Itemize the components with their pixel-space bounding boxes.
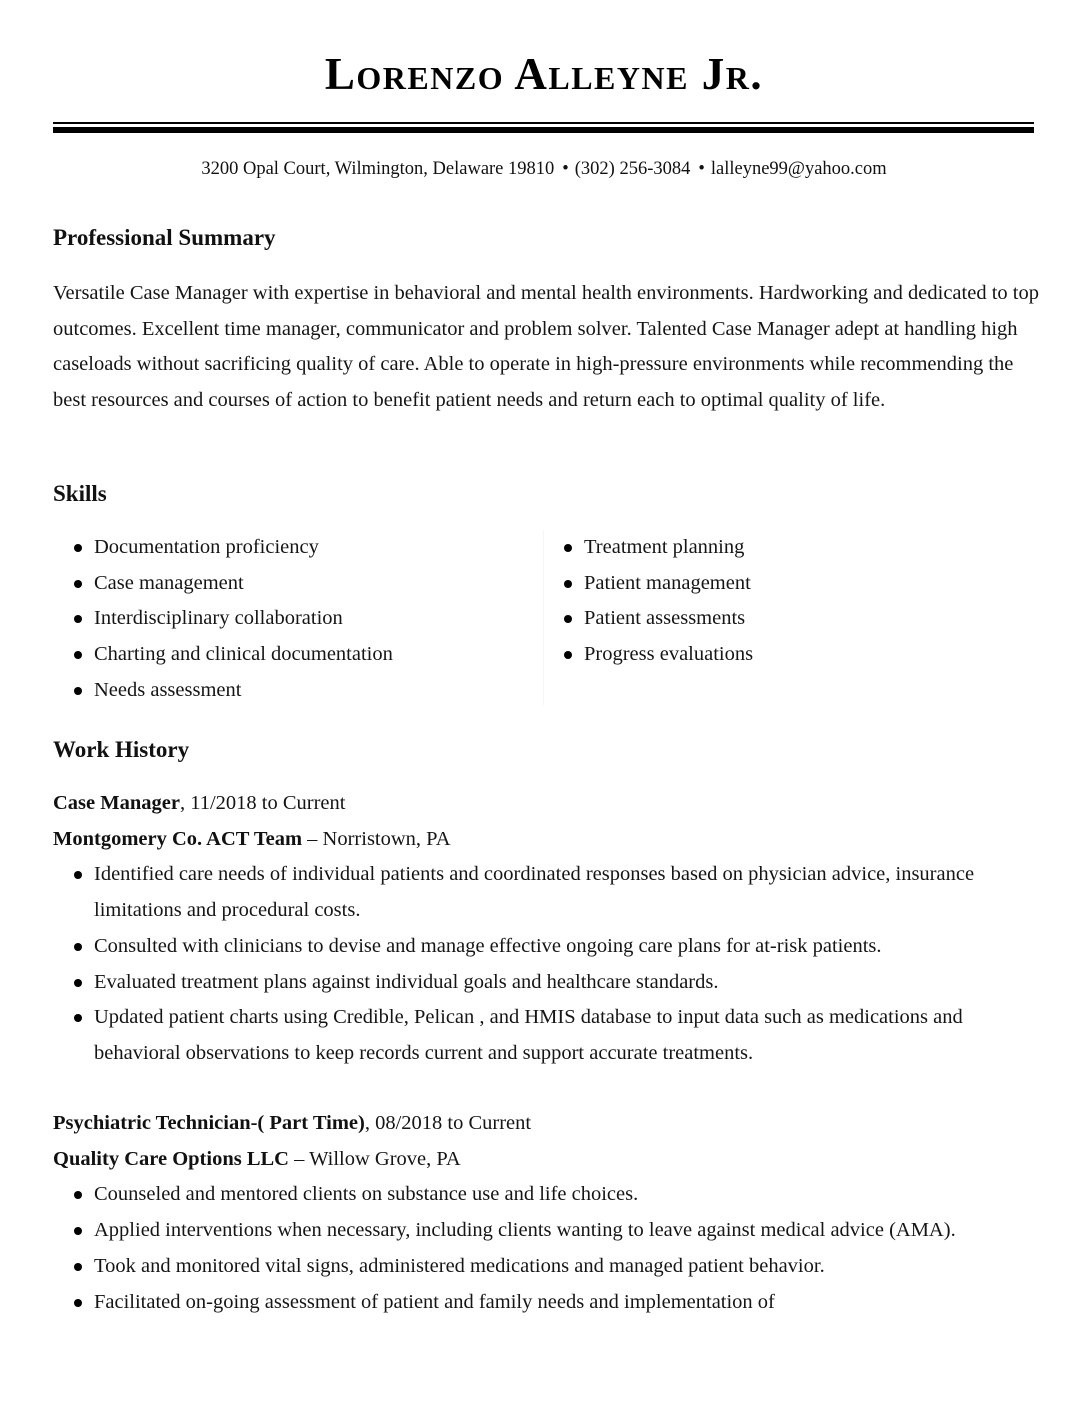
bullet-separator-icon: • xyxy=(698,159,705,179)
bullet-icon xyxy=(564,615,572,623)
bullet-icon xyxy=(74,943,82,951)
job-company: Quality Care Options LLC xyxy=(53,1147,289,1170)
header-divider-thin xyxy=(53,122,1034,124)
job-location: – Norristown, PA xyxy=(302,827,451,850)
skill-item: Patient assessments xyxy=(543,601,1023,637)
skill-item: Progress evaluations xyxy=(543,637,1023,673)
bullet-icon xyxy=(74,871,82,879)
job-title: Psychiatric Technician-( Part Time) xyxy=(53,1112,365,1134)
bullet-icon xyxy=(564,544,572,552)
bullet-icon xyxy=(74,1014,82,1022)
skills-list xyxy=(53,530,1034,710)
job-company-line xyxy=(53,822,1043,858)
bullet-icon xyxy=(564,651,572,659)
job-title-line xyxy=(53,786,1043,822)
candidate-name: Lorenzo Alleyne Jr. xyxy=(324,49,764,99)
skill-item: Case management xyxy=(53,566,541,602)
contact-email[interactable]: lalleyne99@yahoo.com xyxy=(710,159,887,179)
bullet-icon xyxy=(564,580,572,588)
job-title: Case Manager xyxy=(53,792,180,814)
skills-column-right xyxy=(543,530,1023,673)
job-company: Montgomery Co. ACT Team xyxy=(53,827,303,850)
job-bullet: Evaluated treatment plans against individual goals and healthcare standards. xyxy=(53,965,1029,1001)
bullet-separator-icon: • xyxy=(562,159,569,179)
job-bullet: Consulted with clinicians to devise and manage effective ongoing care plans for at-risk patients. xyxy=(53,929,1029,965)
contact-phone: (302) 256-3084 xyxy=(574,159,691,179)
bullet-icon xyxy=(74,1263,82,1271)
job-bullet: Counseled and mentored clients on substance use and life choices. xyxy=(53,1177,1029,1213)
skill-item: Needs assessment xyxy=(53,673,541,709)
job-location: – Willow Grove, PA xyxy=(288,1147,461,1170)
job-bullet: Updated patient charts using Credible, Pelican , and HMIS database to input data such as medications and behavioral observations to keep records current and support accurate treatments. xyxy=(53,1000,1029,1071)
bullet-icon xyxy=(74,651,82,659)
bullet-icon xyxy=(74,1227,82,1235)
contact-line xyxy=(0,157,1088,181)
skills-column-left xyxy=(53,530,541,709)
job-bullet-list xyxy=(53,1177,1043,1320)
job-company-line xyxy=(53,1142,1043,1178)
bullet-icon xyxy=(74,580,82,588)
job-bullet-list xyxy=(53,857,1043,1071)
skill-item: Documentation proficiency xyxy=(53,530,541,566)
section-title-skills: Skills xyxy=(53,481,107,506)
job-bullet: Facilitated on-going assessment of patient and family needs and implementation of xyxy=(53,1285,1029,1321)
job-bullet: Applied interventions when necessary, including clients wanting to leave against medical advice (AMA). xyxy=(53,1213,1029,1249)
skill-item: Patient management xyxy=(543,566,1023,602)
bullet-icon xyxy=(74,1299,82,1307)
job-title-line xyxy=(53,1106,1043,1142)
job-bullet: Identified care needs of individual patients and coordinated responses based on physician advice, insurance limitations and procedural costs. xyxy=(53,857,1029,928)
job-entry xyxy=(53,786,1043,1072)
bullet-icon xyxy=(74,979,82,987)
summary-text: Versatile Case Manager with expertise in behavioral and mental health environments. Hardworking and dedicated to top outcomes. Excellent time manager, communicator and problem solver. Talented Case Manager adept at handling high caseloads without sacrificing quality of care. Able to operate in high-pressure environments while recommending the best resources and courses of action to benefit patient needs and return each to optimal quality of life. xyxy=(53,282,1039,411)
bullet-icon xyxy=(74,615,82,623)
job-bullet: Took and monitored vital signs, administered medications and managed patient behavior. xyxy=(53,1249,1029,1285)
skill-item: Treatment planning xyxy=(543,530,1023,566)
job-entry xyxy=(53,1106,1043,1320)
section-title-work-history: Work History xyxy=(53,737,190,762)
job-dates: , 11/2018 to Current xyxy=(179,792,346,814)
bullet-icon xyxy=(74,544,82,552)
header-divider-thick xyxy=(53,127,1034,133)
job-dates: , 08/2018 to Current xyxy=(364,1112,532,1134)
contact-address: 3200 Opal Court, Wilmington, Delaware 19810 xyxy=(201,159,555,179)
skill-item: Charting and clinical documentation xyxy=(53,637,541,673)
bullet-icon xyxy=(74,1191,82,1199)
section-title-summary: Professional Summary xyxy=(53,225,276,250)
skill-item: Interdisciplinary collaboration xyxy=(53,601,541,637)
bullet-icon xyxy=(74,687,82,695)
